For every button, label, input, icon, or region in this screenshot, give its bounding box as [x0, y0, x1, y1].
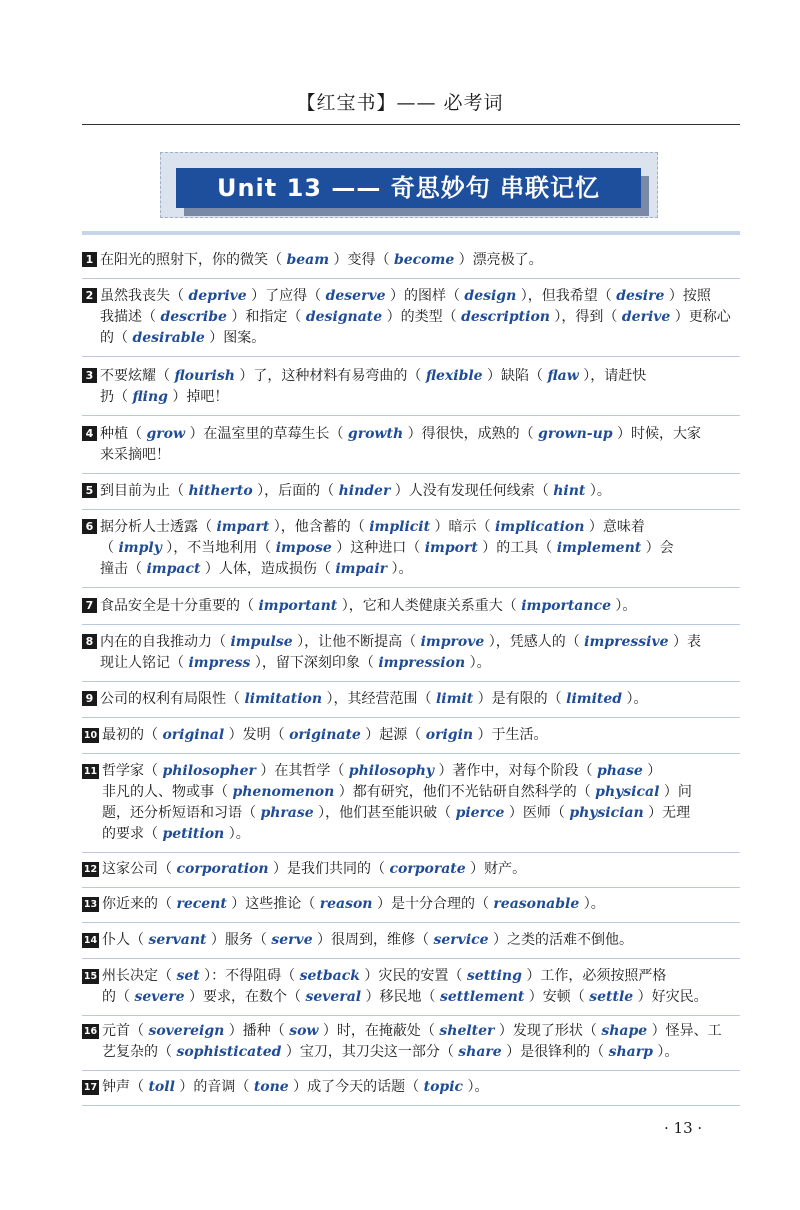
sentence-text: ）宝刀，其刀尖这一部分（ — [281, 1044, 459, 1060]
item-number: 1 — [82, 252, 97, 267]
sentence-item — [82, 894, 744, 915]
vocab-word: shelter — [439, 1023, 495, 1039]
vocab-word: severe — [134, 989, 185, 1005]
section-top-rule — [82, 231, 740, 235]
sentence-text: ）成了今天的话题（ — [288, 1079, 424, 1095]
sentence-item — [82, 1077, 744, 1098]
item-number: 14 — [83, 935, 98, 946]
vocab-word: phrase — [260, 805, 314, 821]
sentence-line — [82, 1021, 744, 1042]
sentence-text: ）。 — [224, 826, 250, 842]
sentence-item — [82, 689, 744, 710]
sentence-item — [82, 481, 744, 502]
sentence-text: ）是我们共同的（ — [268, 861, 390, 877]
book-header: 【红宝书】—— 必考词 — [296, 92, 504, 114]
sentence-item — [82, 859, 744, 880]
sentence-line — [82, 559, 744, 580]
sentence-line — [82, 689, 744, 710]
sentence-text: ）漂亮极了。 — [454, 252, 543, 268]
sentence-text: 到目前为止（ — [100, 483, 189, 499]
item-number: 9 — [82, 691, 97, 706]
vocab-word: imply — [118, 540, 162, 556]
sentence-text: ）发现了形状（ — [494, 1023, 602, 1039]
sentence-text: 的（ — [102, 989, 135, 1005]
sentence-text: 州长决定（ — [102, 968, 177, 984]
sentence-text: ）在其哲学（ — [255, 763, 349, 779]
sentence-text: ）的音调（ — [174, 1079, 254, 1095]
sentence-text: 虽然我丧失（ — [100, 288, 189, 304]
vocab-word: impress — [188, 655, 251, 671]
sentence-text: 仆人（ — [102, 932, 149, 948]
sentence-text: 这家公司（ — [102, 861, 177, 877]
vocab-word: beam — [286, 252, 330, 268]
sentence-text: 扔（ — [100, 389, 133, 405]
sentence-text: ）好灾民。 — [633, 989, 708, 1005]
vocab-word: topic — [423, 1079, 464, 1095]
sentence-text: 公司的权利有局限性（ — [100, 691, 245, 707]
vocab-word: designate — [305, 309, 383, 325]
sentence-line — [82, 387, 744, 408]
vocab-word: petition — [162, 826, 225, 842]
vocab-word: become — [393, 252, 455, 268]
item-number: 17 — [83, 1082, 98, 1093]
item-divider — [82, 624, 740, 625]
sentence-text: ）之类的活难不倒他。 — [488, 932, 634, 948]
sentence-line — [82, 538, 744, 559]
sentence-line — [82, 307, 744, 328]
sentence-line — [82, 596, 744, 617]
vocab-word: limitation — [244, 691, 323, 707]
sentence-line — [82, 930, 744, 951]
item-number: 7 — [82, 598, 97, 613]
sentence-text: ）问 — [659, 784, 692, 800]
item-number: 16 — [83, 1026, 98, 1037]
vocab-word: share — [458, 1044, 502, 1060]
item-divider — [82, 587, 740, 588]
sentence-line — [82, 632, 744, 653]
sentence-text: ）。 — [585, 483, 611, 499]
vocab-word: growth — [347, 426, 404, 442]
sentence-text: ）于生活。 — [473, 727, 548, 743]
vocab-word: describe — [160, 309, 227, 325]
sentence-line — [82, 1077, 744, 1098]
sentence-text: ）和指定（ — [226, 309, 306, 325]
item-number: 10 — [83, 730, 98, 741]
vocab-word: important — [258, 598, 338, 614]
item-number: 8 — [82, 634, 97, 649]
vocab-word: serve — [271, 932, 313, 948]
sentence-text: ）时候，大家 — [612, 426, 701, 442]
sentence-text: ），让他不断提高（ — [292, 634, 421, 650]
vocab-word: set — [176, 968, 200, 984]
sentence-text: ） — [642, 763, 662, 779]
sentence-line — [82, 824, 744, 845]
sentence-text: ）。 — [463, 1079, 489, 1095]
sentence-item — [82, 761, 744, 845]
sentence-text: ），但我希望（ — [516, 288, 617, 304]
sentence-text: ），他们甚至能识破（ — [313, 805, 456, 821]
vocab-word: implement — [556, 540, 642, 556]
sentence-item — [82, 366, 744, 408]
vocab-word: corporate — [389, 861, 466, 877]
sentence-text: ）会 — [641, 540, 674, 556]
sentence-item — [82, 1021, 744, 1063]
vocab-word: sharp — [608, 1044, 653, 1060]
sentence-text: ）的工具（ — [477, 540, 557, 556]
vocab-word: corporation — [176, 861, 269, 877]
vocab-word: deprive — [188, 288, 247, 304]
vocab-word: phenomenon — [232, 784, 335, 800]
sentence-text: ）的类型（ — [382, 309, 462, 325]
item-divider — [82, 415, 740, 416]
sentence-line — [82, 761, 744, 782]
sentence-line — [82, 782, 744, 803]
header-divider — [82, 124, 740, 125]
sentence-item — [82, 286, 744, 349]
sentence-text: ），他含蓄的（ — [269, 519, 370, 535]
vocab-word: physician — [569, 805, 644, 821]
sentence-item — [82, 596, 744, 617]
sentence-text: ）服务（ — [206, 932, 272, 948]
vocab-word: impair — [335, 561, 388, 577]
sentence-text: 钟声（ — [102, 1079, 149, 1095]
vocab-word: service — [433, 932, 489, 948]
vocab-word: origin — [425, 727, 474, 743]
sentence-text: 哲学家（ — [102, 763, 163, 779]
sentence-text: 不要炫耀（ — [100, 368, 175, 384]
vocab-word: limited — [566, 691, 623, 707]
sentence-text: ），它和人类健康关系重大（ — [337, 598, 522, 614]
sentence-text: ）图案。 — [204, 330, 266, 346]
vocab-word: impose — [275, 540, 332, 556]
item-number: 6 — [82, 519, 97, 534]
sentence-text: ）表 — [668, 634, 701, 650]
sentence-item — [82, 250, 744, 271]
sentence-text: ）财产。 — [465, 861, 527, 877]
sentence-text: 你近来的（ — [102, 896, 177, 912]
sentence-text: 最初的（ — [102, 727, 163, 743]
vocab-word: phase — [596, 763, 643, 779]
vocab-word: settlement — [440, 989, 525, 1005]
sentence-line — [82, 517, 744, 538]
sentence-line — [82, 859, 744, 880]
sentence-text: 撞击（ — [100, 561, 147, 577]
sentence-line — [82, 987, 744, 1008]
sentence-line — [82, 803, 744, 824]
sentence-text: ），凭感人的（ — [484, 634, 585, 650]
vocab-word: hint — [553, 483, 586, 499]
sentence-text: 来采摘吧！ — [100, 447, 170, 463]
item-number: 13 — [83, 899, 98, 910]
sentence-text: 现让人铭记（ — [100, 655, 189, 671]
sentence-text: ）灾民的安置（ — [359, 968, 467, 984]
sentence-text: 的要求（ — [102, 826, 163, 842]
sentence-text: ）著作中，对每个阶段（ — [434, 763, 597, 779]
sentence-text: ）人没有发现任何线索（ — [390, 483, 554, 499]
vocab-word: desire — [616, 288, 665, 304]
vocab-word: hitherto — [188, 483, 253, 499]
sentence-text: ）的图样（ — [385, 288, 465, 304]
sentence-text: ）是十分合理的（ — [372, 896, 494, 912]
sentence-item — [82, 424, 744, 466]
item-divider — [82, 887, 740, 888]
vocab-word: flexible — [425, 368, 483, 384]
sentence-text: ）。 — [652, 1044, 679, 1060]
vocab-word: fling — [132, 389, 168, 405]
sentence-text: ）：不得阻碍（ — [199, 968, 300, 984]
vocab-word: servant — [148, 932, 207, 948]
vocab-word: pierce — [455, 805, 505, 821]
sentence-text: ）了应得（ — [246, 288, 326, 304]
sentence-line — [82, 725, 744, 746]
vocab-word: deserve — [325, 288, 386, 304]
item-divider — [82, 1015, 740, 1016]
item-number: 12 — [83, 864, 98, 875]
sentence-text: ）缺陷（ — [482, 368, 548, 384]
sentence-text: ）怪异、工 — [647, 1023, 722, 1039]
vocab-word: reason — [319, 896, 373, 912]
sentence-text: ），请赶快 — [578, 368, 647, 384]
sentence-line — [82, 1042, 744, 1063]
sentence-text: ）这些推论（ — [226, 896, 320, 912]
item-divider — [82, 852, 740, 853]
sentence-text: ）播种（ — [224, 1023, 290, 1039]
vocab-word: shape — [601, 1023, 648, 1039]
sentence-text: ）掉吧！ — [167, 389, 229, 405]
vocab-word: originate — [289, 727, 361, 743]
vocab-word: sophisticated — [176, 1044, 282, 1060]
sentence-text: ）无理 — [643, 805, 691, 821]
item-divider — [82, 1105, 740, 1106]
sentence-text: ），其经营范围（ — [322, 691, 436, 707]
sentence-text: 内在的自我推动力（ — [100, 634, 231, 650]
vocab-word: limit — [435, 691, 474, 707]
sentence-line — [82, 481, 744, 502]
sentence-text: ）发明（ — [224, 727, 290, 743]
vocab-word: settle — [589, 989, 634, 1005]
sentence-text: ）移民地（ — [361, 989, 440, 1005]
vocab-word: physical — [595, 784, 660, 800]
sentence-text: ）要求，在数个（ — [184, 989, 306, 1005]
sentence-line — [82, 286, 744, 307]
vocab-word: sovereign — [148, 1023, 225, 1039]
sentence-text: ）起源（ — [360, 727, 426, 743]
sentence-text: ）时，在掩蔽处（ — [318, 1023, 440, 1039]
sentence-text: ）更称心 — [670, 309, 731, 325]
sentence-line — [82, 424, 744, 445]
sentence-line — [82, 894, 744, 915]
sentence-text: ），留下深刻印象（ — [250, 655, 379, 671]
item-divider — [82, 958, 740, 959]
vocab-word: implicit — [369, 519, 431, 535]
sentence-text: ）是很锋利的（ — [501, 1044, 609, 1060]
sentence-text: 艺复杂的（ — [102, 1044, 177, 1060]
item-number: 4 — [82, 426, 97, 441]
vocab-word: philosopher — [162, 763, 256, 779]
item-divider — [82, 473, 740, 474]
sentence-text: 种植（ — [100, 426, 147, 442]
sentence-text: ）。 — [579, 896, 605, 912]
item-divider — [82, 278, 740, 279]
vocab-word: hinder — [338, 483, 391, 499]
sentence-line — [82, 250, 744, 271]
sentence-line — [82, 445, 744, 466]
vocab-word: flourish — [174, 368, 235, 384]
vocab-word: tone — [253, 1079, 289, 1095]
sentence-text: 题，还分析短语和习语（ — [102, 805, 261, 821]
item-number: 3 — [82, 368, 97, 383]
vocab-word: impart — [216, 519, 270, 535]
sentence-text: 我描述（ — [100, 309, 161, 325]
item-divider — [82, 717, 740, 718]
sentence-line — [82, 653, 744, 674]
item-divider — [82, 509, 740, 510]
item-number: 2 — [82, 288, 97, 303]
sentence-text: ），后面的（ — [252, 483, 339, 499]
sentence-line — [82, 328, 744, 349]
sentence-text: 在阳光的照射下，你的微笑（ — [100, 252, 287, 268]
sentence-line — [82, 366, 744, 387]
sentence-item — [82, 517, 744, 580]
sentence-text: ）很周到，维修（ — [312, 932, 434, 948]
item-divider — [82, 1070, 740, 1071]
sentence-text: ）。 — [610, 598, 637, 614]
sentence-text: ）。 — [622, 691, 648, 707]
vocab-word: desirable — [132, 330, 205, 346]
vocab-word: derive — [621, 309, 671, 325]
sentence-text: ）都有研究，他们不光钻研自然科学的（ — [334, 784, 596, 800]
sentence-text: ）暗示（ — [430, 519, 495, 535]
vocab-word: grown-up — [538, 426, 613, 442]
sentence-text: 食品安全是十分重要的（ — [100, 598, 259, 614]
sentence-text: 的（ — [100, 330, 133, 346]
sentence-text: ）变得（ — [329, 252, 394, 268]
unit-title: Unit 13 —— 奇思妙句 串联记忆 — [176, 168, 641, 208]
vocab-word: impression — [378, 655, 466, 671]
vocab-word: description — [461, 309, 550, 325]
vocab-word: toll — [148, 1079, 175, 1095]
sentence-item — [82, 725, 744, 746]
vocab-word: original — [162, 727, 225, 743]
item-divider — [82, 681, 740, 682]
sentence-item — [82, 966, 744, 1008]
sentence-text: ）工作，必须按照严格 — [521, 968, 667, 984]
page-number: · 13 · — [664, 1119, 703, 1137]
sentence-text: ），不当地利用（ — [161, 540, 276, 556]
sentence-text: ）意味着 — [584, 519, 645, 535]
vocab-word: flaw — [547, 368, 579, 384]
sentence-text: ）得很快，成熟的（ — [403, 426, 539, 442]
vocab-word: setting — [466, 968, 522, 984]
vocab-word: import — [424, 540, 478, 556]
sentence-text: ）。 — [387, 561, 413, 577]
sentence-text: ）在温室里的草莓生长（ — [185, 426, 348, 442]
sentence-text: ）这种进口（ — [331, 540, 425, 556]
vocab-word: importance — [521, 598, 611, 614]
vocab-word: design — [464, 288, 517, 304]
sentence-text: ）人体，造成损伤（ — [200, 561, 336, 577]
sentence-text: ）医师（ — [504, 805, 570, 821]
sentence-item — [82, 930, 744, 951]
item-divider — [82, 753, 740, 754]
sentence-text: 据分析人士透露（ — [100, 519, 217, 535]
vocab-word: setback — [299, 968, 360, 984]
item-number: 5 — [82, 483, 97, 498]
sentence-text: ）安顿（ — [524, 989, 590, 1005]
sentence-text: ）了，这种材料有易弯曲的（ — [234, 368, 426, 384]
sentence-text: ）。 — [465, 655, 491, 671]
item-number: 11 — [83, 766, 98, 777]
sentence-item — [82, 632, 744, 674]
sentence-text: ）按照 — [664, 288, 711, 304]
sentence-line — [82, 966, 744, 987]
vocab-word: implication — [494, 519, 585, 535]
vocab-word: philosophy — [348, 763, 435, 779]
vocab-word: recent — [176, 896, 227, 912]
sentence-text: 非凡的人、物或事（ — [102, 784, 233, 800]
vocab-word: impulse — [230, 634, 293, 650]
vocab-word: impact — [146, 561, 201, 577]
vocab-word: grow — [146, 426, 186, 442]
sentence-text: 元首（ — [102, 1023, 149, 1039]
vocab-word: impressive — [584, 634, 669, 650]
vocab-word: sow — [289, 1023, 319, 1039]
vocab-word: reasonable — [493, 896, 580, 912]
item-divider — [82, 356, 740, 357]
sentence-text: ）是有限的（ — [473, 691, 567, 707]
vocab-word: several — [305, 989, 362, 1005]
vocab-word: improve — [420, 634, 485, 650]
sentence-text: ），得到（ — [549, 309, 622, 325]
item-number: 15 — [83, 971, 98, 982]
sentence-text: （ — [100, 540, 119, 556]
item-divider — [82, 922, 740, 923]
